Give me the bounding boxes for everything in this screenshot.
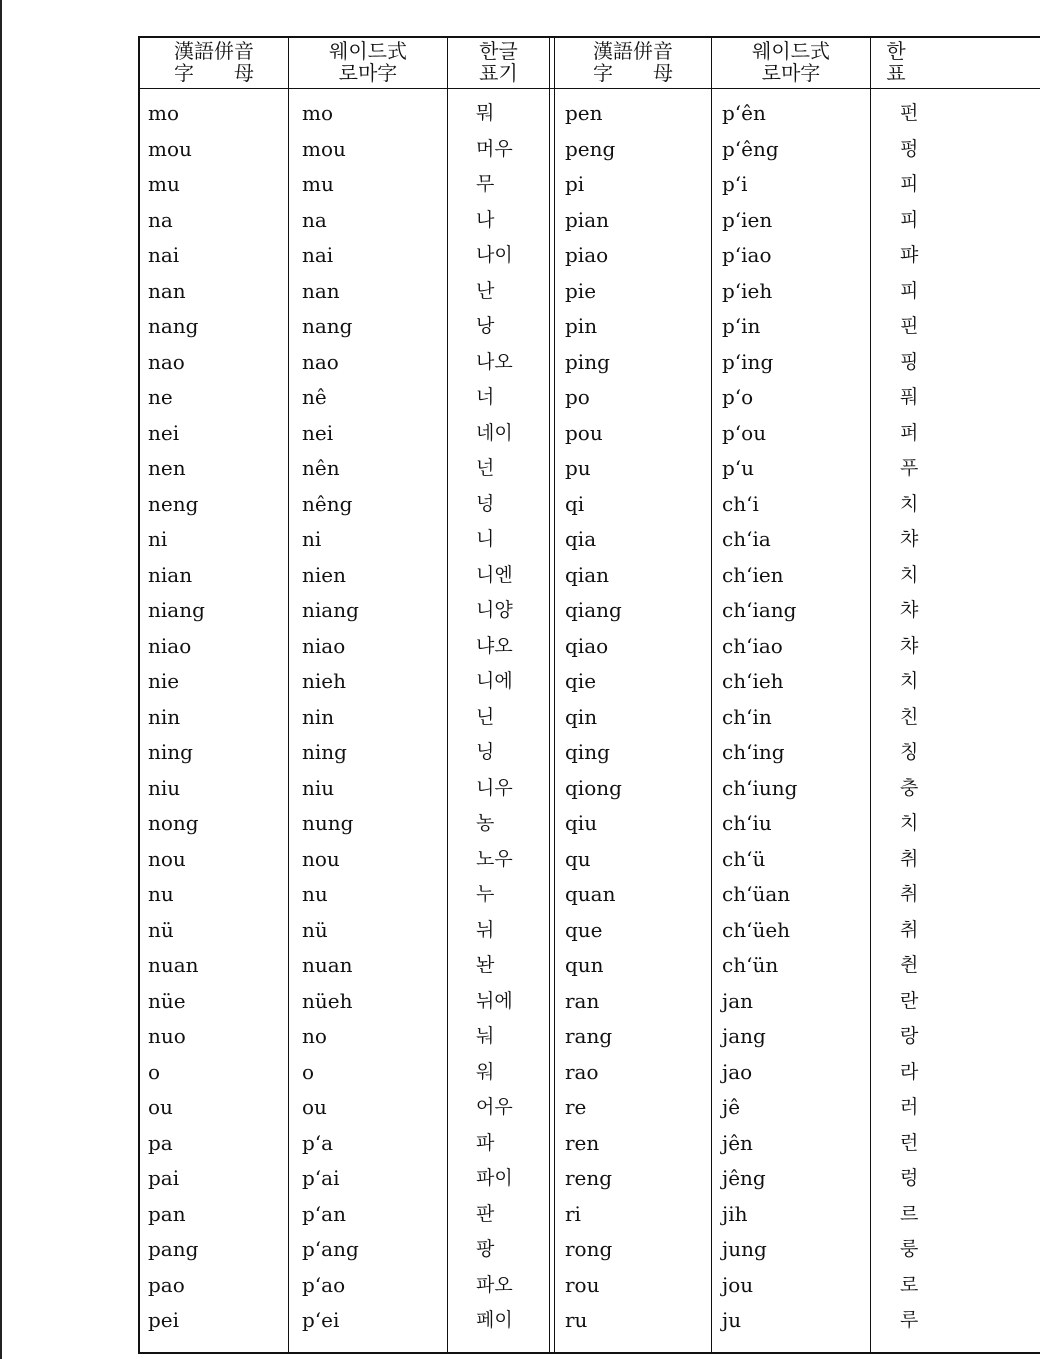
wade-giles-cell: nao — [302, 349, 339, 374]
pinyin-cell: re — [565, 1095, 587, 1119]
hangul-cell: 네이 — [476, 421, 513, 444]
wade-giles-cell: p‘o — [722, 385, 754, 409]
wade-giles-cell: nien — [302, 562, 346, 587]
pinyin-cell: nong — [148, 811, 199, 835]
pinyin-cell: nao — [148, 349, 185, 374]
pinyin-cell: nian — [148, 562, 193, 587]
wade-giles-cell: p‘ao — [302, 1272, 346, 1297]
wade-giles-cell: ch‘ia — [722, 527, 771, 551]
hangul-cell: 핑 — [900, 350, 919, 373]
hangul-cell: 무 — [476, 173, 495, 195]
wade-giles-cell: ch‘ien — [722, 562, 784, 587]
wade-giles-cell: ni — [302, 527, 322, 551]
wade-giles-cell: ch‘üan — [722, 882, 791, 906]
pinyin-cell: pai — [148, 1166, 180, 1190]
hangul-cell: 치 — [900, 812, 919, 834]
pinyin-cell: mo — [148, 101, 180, 125]
pinyin-cell: rao — [565, 1059, 599, 1084]
pinyin-cell: mu — [148, 172, 180, 196]
wade-giles-cell: jou — [722, 1272, 754, 1297]
hangul-cell: 나 — [476, 208, 495, 231]
wade-giles-cell: ch‘ing — [722, 740, 785, 764]
wade-giles-cell: o — [302, 1059, 315, 1084]
pinyin-cell: qian — [565, 562, 610, 587]
hangul-cell: 퍼 — [900, 421, 919, 444]
wade-giles-cell: nan — [302, 278, 340, 303]
pinyin-cell: neng — [148, 491, 199, 516]
pinyin-cell: nen — [148, 456, 186, 480]
hangul-cell: 퍄 — [900, 244, 919, 266]
pinyin-cell: peng — [565, 136, 616, 161]
wade-giles-cell: p‘êng — [722, 136, 779, 161]
hangul-cell: 루 — [900, 1309, 919, 1331]
hangul-cell: 넝 — [476, 492, 495, 515]
wade-giles-cell: ch‘in — [722, 704, 772, 729]
wade-giles-cell: nai — [302, 243, 334, 267]
hangul-cell: 펀 — [900, 102, 919, 124]
hangul-cell: 노우 — [476, 847, 513, 870]
pinyin-cell: pan — [148, 1201, 186, 1226]
hangul-cell: 췬 — [900, 954, 919, 976]
pinyin-cell: nuan — [148, 953, 199, 977]
hangul-cell: 닝 — [476, 741, 495, 763]
hangul-cell: 챠 — [900, 634, 919, 657]
wade-giles-cell: jên — [722, 1130, 753, 1155]
header-hangul: 한글 표기 — [479, 39, 518, 85]
wade-giles-cell: p‘ang — [302, 1237, 359, 1261]
hangul-cell: 나이 — [476, 244, 513, 266]
pinyin-cell: niang — [148, 598, 205, 622]
hangul-cell: 치 — [900, 492, 919, 515]
wade-giles-cell: p‘an — [302, 1201, 346, 1226]
wade-giles-cell: p‘ieh — [722, 278, 773, 303]
wade-giles-cell: jêng — [722, 1166, 766, 1190]
wade-giles-cell: jê — [722, 1095, 741, 1119]
wade-giles-cell: p‘u — [722, 456, 755, 480]
wade-giles-cell: ch‘ün — [722, 953, 779, 977]
pinyin-cell: pen — [565, 101, 603, 125]
wade-giles-cell: p‘i — [722, 172, 748, 196]
wade-giles-cell: nin — [302, 704, 335, 729]
hangul-cell: 페이 — [476, 1309, 513, 1331]
wade-giles-cell: ch‘ü — [722, 846, 766, 871]
hangul-cell: 누 — [476, 883, 495, 905]
pinyin-cell: reng — [565, 1166, 613, 1190]
pinyin-cell: mou — [148, 136, 192, 161]
hangul-cell: 니우 — [476, 776, 513, 799]
wade-giles-cell: nüeh — [302, 988, 353, 1013]
hangul-cell: 핀 — [900, 315, 919, 337]
wade-giles-cell: mou — [302, 136, 346, 161]
header-pinyin: 漢語併音 字 母 — [174, 39, 254, 85]
wade-giles-cell: p‘ou — [722, 420, 767, 445]
hangul-cell: 머우 — [476, 137, 513, 160]
wade-giles-cell: p‘ên — [722, 101, 766, 125]
hangul-cell: 뭐 — [476, 102, 495, 124]
column-divider — [711, 38, 712, 1352]
pinyin-cell: o — [148, 1059, 161, 1084]
wade-giles-cell: nu — [302, 882, 328, 906]
hangul-cell: 푸 — [900, 457, 919, 479]
wade-giles-cell: jang — [722, 1024, 766, 1048]
pinyin-cell: qiu — [565, 811, 598, 835]
pinyin-cell: pei — [148, 1308, 180, 1332]
pinyin-cell: nu — [148, 882, 174, 906]
pinyin-cell: pa — [148, 1130, 173, 1155]
hangul-cell: 피 — [900, 173, 919, 195]
pinyin-cell: ri — [565, 1201, 581, 1226]
pinyin-cell: ni — [148, 527, 168, 551]
pinyin-cell: nü — [148, 917, 174, 942]
wade-giles-cell: p‘iao — [722, 243, 772, 267]
header-pinyin-2: 漢語併音 字 母 — [593, 39, 673, 85]
hangul-cell: 랑 — [900, 1025, 919, 1047]
wade-giles-cell: ning — [302, 740, 347, 764]
wade-giles-cell: nou — [302, 846, 340, 871]
hangul-cell: 렁 — [900, 1167, 919, 1189]
pinyin-cell: pian — [565, 207, 610, 232]
hangul-cell: 취 — [900, 847, 919, 870]
column-divider — [870, 38, 871, 1352]
hangul-cell: 란 — [900, 989, 919, 1012]
pinyin-cell: ren — [565, 1130, 600, 1155]
pinyin-cell: piao — [565, 243, 609, 267]
pinyin-cell: nou — [148, 846, 186, 871]
pinyin-cell: ran — [565, 988, 600, 1013]
hangul-cell: 난 — [476, 279, 495, 302]
pinyin-cell: pao — [148, 1272, 185, 1297]
hangul-cell: 니엔 — [476, 563, 513, 586]
pinyin-cell: nuo — [148, 1024, 186, 1048]
hangul-cell: 로 — [900, 1273, 919, 1296]
pinyin-cell: pi — [565, 172, 585, 196]
pinyin-cell: pou — [565, 420, 603, 445]
pinyin-cell: nüe — [148, 988, 186, 1013]
pinyin-cell: qin — [565, 704, 598, 729]
hangul-cell: 파오 — [476, 1273, 513, 1296]
pinyin-cell: pin — [565, 314, 598, 338]
pinyin-cell: na — [148, 207, 173, 232]
wade-giles-cell: nêng — [302, 491, 353, 516]
pinyin-cell: quan — [565, 882, 616, 906]
wade-giles-cell: niu — [302, 775, 335, 800]
hangul-cell: 낭 — [476, 315, 495, 337]
pinyin-cell: nang — [148, 314, 199, 338]
pinyin-cell: rang — [565, 1024, 613, 1048]
hangul-cell: 니에 — [476, 670, 513, 692]
page-edge — [0, 0, 2, 1359]
hangul-cell: 닌 — [476, 705, 495, 728]
wade-giles-cell: nei — [302, 420, 334, 445]
wade-giles-cell: p‘ai — [302, 1166, 340, 1190]
pinyin-cell: rou — [565, 1272, 600, 1297]
wade-giles-cell: jung — [722, 1237, 767, 1261]
hangul-cell: 판 — [476, 1202, 495, 1225]
hangul-cell: 파 — [476, 1131, 495, 1154]
hangul-cell: 눠 — [476, 1025, 495, 1047]
hangul-cell: 르 — [900, 1202, 919, 1225]
hangul-cell: 취 — [900, 883, 919, 905]
hangul-cell: 챠 — [900, 599, 919, 621]
hangul-cell: 뉘에 — [476, 989, 513, 1012]
pinyin-cell: pu — [565, 456, 591, 480]
wade-giles-cell: ju — [722, 1308, 742, 1332]
header-hangul-2: 한 표 — [886, 39, 906, 85]
wade-giles-cell: no — [302, 1024, 327, 1048]
pinyin-cell: qing — [565, 740, 610, 764]
hangul-cell: 치 — [900, 670, 919, 692]
hangul-cell: 피 — [900, 208, 919, 231]
hangul-cell: 니양 — [476, 599, 513, 621]
hangul-cell: 놘 — [476, 954, 495, 976]
hangul-cell: 친 — [900, 705, 919, 728]
header-rule — [140, 88, 1040, 89]
pinyin-cell: qia — [565, 527, 597, 551]
hangul-cell: 나오 — [476, 350, 513, 373]
pinyin-cell: que — [565, 917, 603, 942]
wade-giles-cell: ch‘iung — [722, 775, 798, 800]
pinyin-cell: niao — [148, 633, 192, 658]
hangul-cell: 런 — [900, 1131, 919, 1154]
wade-giles-cell: p‘in — [722, 314, 761, 338]
hangul-cell: 피 — [900, 279, 919, 302]
hangul-cell: 워 — [476, 1060, 495, 1083]
pinyin-cell: qiao — [565, 633, 609, 658]
wade-giles-cell: nü — [302, 917, 328, 942]
pinyin-cell: nai — [148, 243, 180, 267]
pinyin-cell: po — [565, 385, 590, 409]
wade-giles-cell: mu — [302, 172, 334, 196]
romanization-table — [138, 36, 1040, 1354]
wade-giles-cell: mo — [302, 101, 334, 125]
wade-giles-cell: niang — [302, 598, 359, 622]
wade-giles-cell: p‘ing — [722, 349, 774, 374]
hangul-cell: 칭 — [900, 741, 919, 763]
hangul-cell: 충 — [900, 776, 919, 799]
pinyin-cell: pie — [565, 278, 597, 303]
wade-giles-cell: ch‘i — [722, 491, 759, 516]
hangul-cell: 농 — [476, 812, 495, 834]
wade-giles-cell: nieh — [302, 669, 346, 693]
pinyin-cell: ping — [565, 349, 610, 374]
wade-giles-cell: p‘ei — [302, 1308, 340, 1332]
wade-giles-cell: jih — [722, 1201, 748, 1226]
hangul-cell: 치 — [900, 563, 919, 586]
hangul-cell: 룽 — [900, 1238, 919, 1260]
pinyin-cell: nie — [148, 669, 180, 693]
wade-giles-cell: p‘ien — [722, 207, 773, 232]
hangul-cell: 뉘 — [476, 918, 495, 941]
pinyin-cell: ning — [148, 740, 193, 764]
column-divider — [447, 38, 448, 1352]
pinyin-cell: nei — [148, 420, 180, 445]
wade-giles-cell: ch‘ieh — [722, 669, 784, 693]
hangul-cell: 냐오 — [476, 634, 513, 657]
pinyin-cell: ou — [148, 1095, 173, 1119]
hangul-cell: 챠 — [900, 528, 919, 550]
hangul-cell: 팡 — [476, 1238, 495, 1260]
pinyin-cell: qie — [565, 669, 597, 693]
pinyin-cell: ne — [148, 385, 173, 409]
hangul-cell: 펑 — [900, 137, 919, 160]
pinyin-cell: rong — [565, 1237, 613, 1261]
pinyin-cell: nin — [148, 704, 181, 729]
wade-giles-cell: ch‘iao — [722, 633, 783, 658]
header-wade-giles: 웨이드式 로마字 — [329, 39, 407, 85]
hangul-cell: 풔 — [900, 386, 919, 408]
pinyin-cell: qun — [565, 953, 604, 977]
wade-giles-cell: p‘a — [302, 1130, 334, 1155]
wade-giles-cell: ch‘iang — [722, 598, 797, 622]
pinyin-cell: ru — [565, 1308, 588, 1332]
column-divider — [288, 38, 289, 1352]
wade-giles-cell: jan — [722, 988, 754, 1013]
pinyin-cell: niu — [148, 775, 181, 800]
wade-giles-cell: jao — [722, 1059, 753, 1084]
wade-giles-cell: nê — [302, 385, 327, 409]
wade-giles-cell: ch‘iu — [722, 811, 772, 835]
wade-giles-cell: nang — [302, 314, 353, 338]
hangul-cell: 파이 — [476, 1167, 513, 1189]
double-column-divider — [549, 38, 555, 1352]
hangul-cell: 니 — [476, 528, 495, 550]
hangul-cell: 취 — [900, 918, 919, 941]
wade-giles-cell: ch‘üeh — [722, 917, 791, 942]
hangul-cell: 어우 — [476, 1096, 513, 1118]
pinyin-cell: qi — [565, 491, 585, 516]
wade-giles-cell: na — [302, 207, 327, 232]
pinyin-cell: pang — [148, 1237, 199, 1261]
header-wade-giles-2: 웨이드式 로마字 — [752, 39, 830, 85]
hangul-cell: 러 — [900, 1096, 919, 1118]
pinyin-cell: nan — [148, 278, 186, 303]
hangul-cell: 넌 — [476, 457, 495, 479]
pinyin-cell: qiong — [565, 775, 622, 800]
pinyin-cell: qiang — [565, 598, 622, 622]
wade-giles-cell: nung — [302, 811, 354, 835]
wade-giles-cell: nuan — [302, 953, 353, 977]
wade-giles-cell: ou — [302, 1095, 327, 1119]
wade-giles-cell: nên — [302, 456, 340, 480]
pinyin-cell: qu — [565, 846, 591, 871]
hangul-cell: 라 — [900, 1060, 919, 1083]
hangul-cell: 너 — [476, 386, 495, 408]
wade-giles-cell: niao — [302, 633, 346, 658]
